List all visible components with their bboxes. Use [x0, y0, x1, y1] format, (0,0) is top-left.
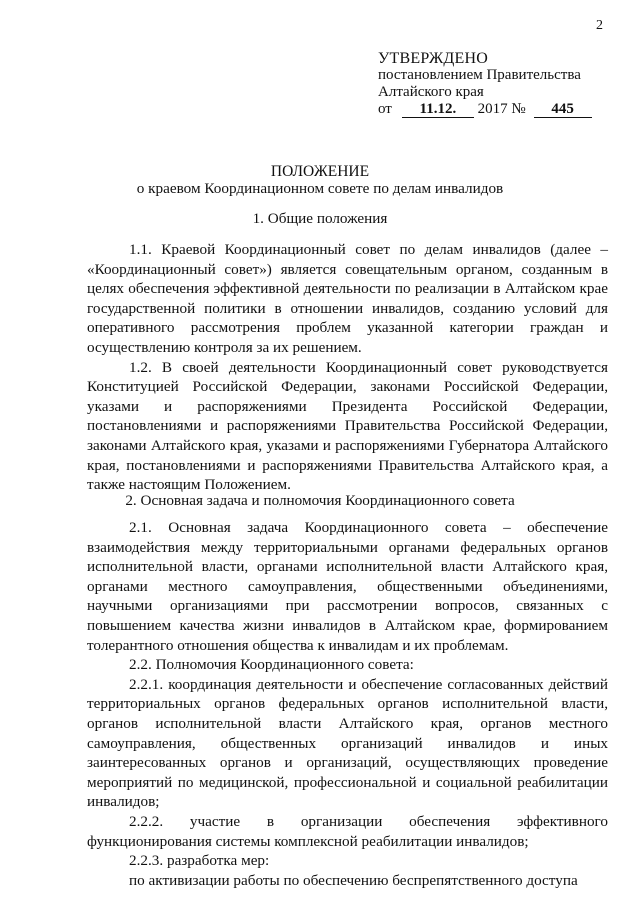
- approval-date-line: [378, 101, 618, 118]
- paragraph-2-2-2: 2.2.2. участие в организации обеспечения эффективного функционирования системы комплексной реабилитации инвалидов;: [87, 812, 608, 850]
- paragraph-2-1: 2.1. Основная задача Координационного совета – обеспечение взаимодействия между территориальными органами федеральных органов исполнительной власти, органами исполнительной власти Алтайского края, органами местного самоуправления, общественными объединениями, научными организациями при рассмотрении вопросов, связанных с повышением качества жизни инвалидов в Алтайском крае, формированием толерантного отношения общества к инвалидам и их проблемам.: [87, 519, 608, 654]
- date-prefix: от: [378, 101, 392, 117]
- section-2-heading: 2. Основная задача и полномочия Координационного совета: [125, 492, 515, 509]
- section-1-body: [87, 240, 608, 495]
- approval-line-2: Алтайского края: [378, 84, 484, 100]
- section-2-body: [87, 518, 608, 890]
- approval-title: УТВЕРЖДЕНО: [378, 50, 489, 67]
- approval-line-1: постановлением Правительства: [378, 67, 581, 83]
- paragraph-2-2-3: 2.2.3. разработка мер:: [129, 852, 270, 870]
- section-1-heading: 1. Общие положения: [252, 210, 388, 227]
- paragraph-2-2-1: 2.2.1. координация деятельности и обеспечение согласованных действий территориальных органов федеральных органов исполнительной власти, органов исполнительной власти Алтайского края, органов местного самоуправления, общественных организаций инвалидов и иных заинтересованных органов и организаций, осуществляющих проведение мероприятий по медицинской, профессиональной и социальной реабилитации инвалидов;: [87, 675, 608, 811]
- approval-number: 445: [534, 102, 592, 118]
- paragraph-1-1: 1.1. Краевой Координационный совет по делам инвалидов (далее – «Координационный совет») является совещательным органом, созданным в целях обеспечения эффективной деятельности по реализации в Алтайском крае государственной политики в отношении инвалидов, созданию условий для оперативного рассмотрения проблем указанной категории граждан и осуществлению контроля за их решением.: [87, 241, 608, 356]
- page-number: 2: [596, 18, 603, 33]
- paragraph-2-2: 2.2. Полномочия Координационного совета:: [129, 656, 414, 674]
- paragraph-1-2: 1.2. В своей деятельности Координационный совет руководствуется Конституцией Российской Федерации, законами Российской Федерации, указами и распоряжениями Президента Российской Федерации, постановлениями и распоряжениями Правительства Российской Федерации, законами Алтайского края, указами и распоряжениями Губернатора Алтайского края, постановлениями и распоряжениями Правительства Алтайского края, а также настоящим Положением.: [87, 358, 608, 494]
- document-subtitle: о краевом Координационном совете по делам инвалидов: [136, 180, 504, 197]
- approval-date: 11.12.: [402, 102, 474, 118]
- paragraph-2-2-3-item: по активизации работы по обеспечению беспрепятственного доступа: [129, 871, 578, 889]
- approval-stamp: [378, 50, 618, 118]
- year-number-label: 2017 №: [477, 101, 526, 117]
- document-title: ПОЛОЖЕНИЕ: [270, 163, 370, 180]
